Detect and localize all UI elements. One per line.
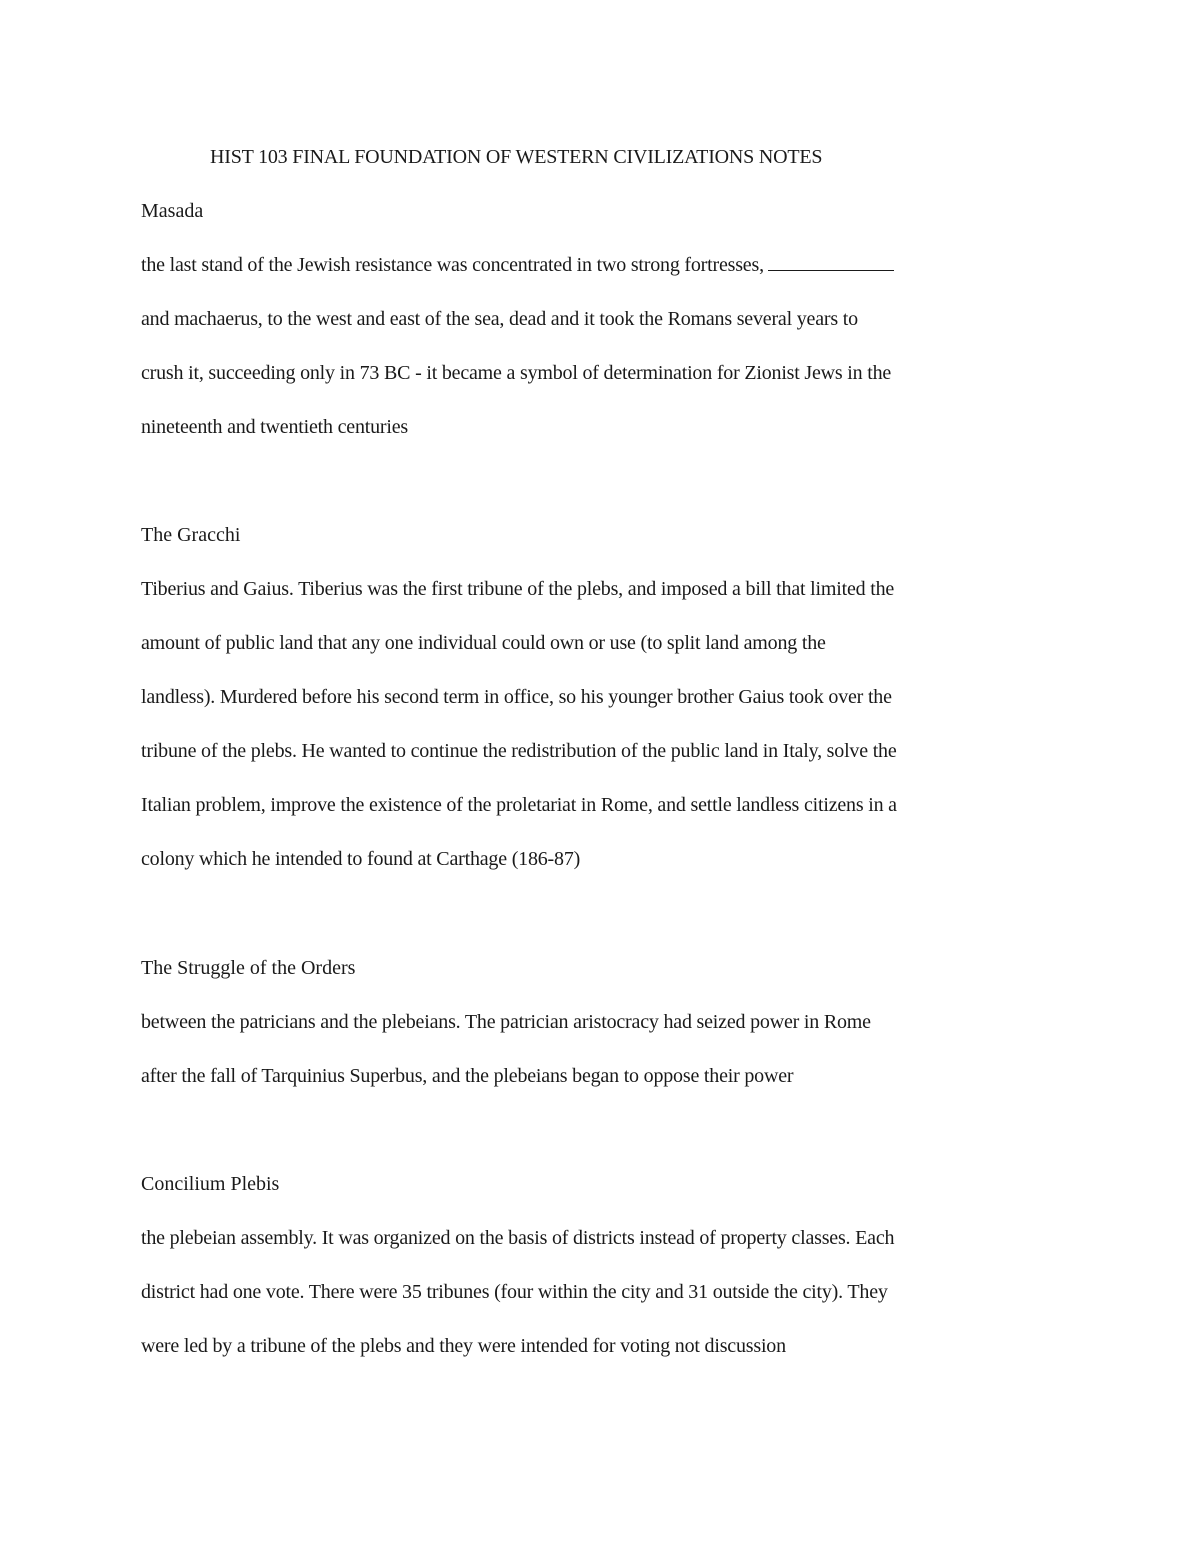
paragraph-line: crush it, succeeding only in 73 BC - it became a symbol of determination for Zionist Jews in the [141,362,892,384]
section-concilium-plebis [141,1169,1071,1361]
paragraph-line: Tiberius and Gaius. Tiberius was the first tribune of the plebs, and imposed a bill that limited the [141,578,895,600]
paragraph-line: amount of public land that any one individual could own or use (to split land among the [141,632,826,654]
section-struggle-of-the-orders [141,953,1071,1091]
fill-in-blank [768,250,894,271]
paragraph-line-text: the last stand of the Jewish resistance was concentrated in two strong fortresses, [141,254,764,276]
section-heading: The Struggle of the Orders [141,957,356,979]
paragraph-line: landless). Murdered before his second term in office, so his younger brother Gaius took over the [141,686,892,708]
paragraph-line: Italian problem, improve the existence of the proletariat in Rome, and settle landless citizens in a [141,794,897,816]
paragraph-line [141,250,1071,280]
paragraph-line: colony which he intended to found at Carthage (186-87) [141,848,581,870]
document-title: HIST 103 FINAL FOUNDATION OF WESTERN CIVILIZATIONS NOTES [210,146,823,168]
paragraph-line: district had one vote. There were 35 tribunes (four within the city and 31 outside the city). They [141,1281,888,1303]
paragraph-line: tribune of the plebs. He wanted to continue the redistribution of the public land in Italy, solve the [141,740,897,762]
paragraph-line: nineteenth and twentieth centuries [141,416,408,438]
section-heading: Concilium Plebis [141,1173,280,1195]
section-heading: The Gracchi [141,524,241,546]
section-masada [141,196,1071,442]
paragraph-line: and machaerus, to the west and east of the sea, dead and it took the Romans several years to [141,308,858,330]
paragraph-line: between the patricians and the plebeians. The patrician aristocracy had seized power in Rome [141,1011,871,1033]
paragraph-line: were led by a tribune of the plebs and they were intended for voting not discussion [141,1335,786,1357]
section-gracchi [141,520,1071,874]
section-heading: Masada [141,200,204,222]
paragraph-line: the plebeian assembly. It was organized on the basis of districts instead of property classes. Each [141,1227,895,1249]
paragraph-line: after the fall of Tarquinius Superbus, and the plebeians began to oppose their power [141,1065,794,1087]
